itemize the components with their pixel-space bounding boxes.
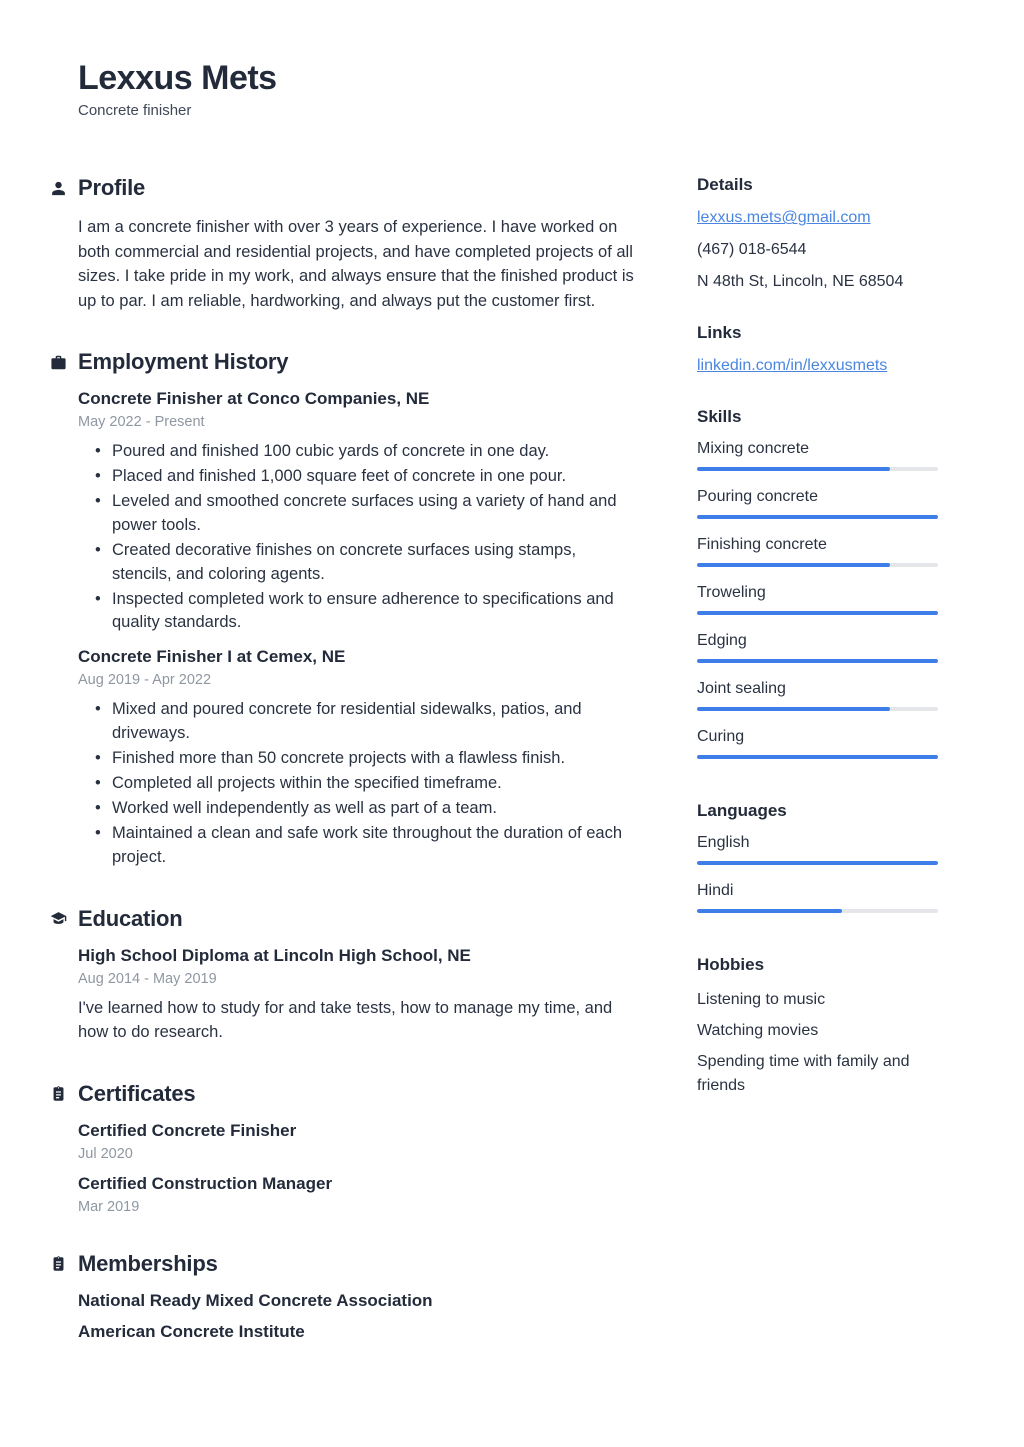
section-skills	[697, 407, 938, 759]
skill-bar	[697, 659, 938, 663]
person-icon	[50, 180, 67, 197]
education-text: I've learned how to study for and take tests, how to manage my time, and how to do research.	[78, 998, 613, 1042]
section-profile	[78, 175, 637, 313]
skill-row	[697, 632, 938, 663]
skill-name: Finishing concrete	[697, 535, 827, 553]
job-bullet: • Created decorative finishes on concrete surfaces using stamps, stencils, and coloring agents.	[78, 539, 637, 587]
resume-header	[78, 60, 938, 119]
section-hobbies	[697, 955, 938, 1098]
job-bullet: • Placed and finished 1,000 square feet of concrete in one pour.	[78, 465, 637, 489]
clipboard-icon	[50, 1085, 67, 1102]
job-title: Concrete Finisher at Conco Companies, NE	[78, 389, 430, 409]
language-row	[697, 834, 938, 865]
sidebar-column	[697, 175, 938, 1341]
job-bullet-list	[78, 440, 637, 635]
skill-bar	[697, 563, 938, 567]
skill-name: Edging	[697, 631, 747, 649]
education-heading: Education	[78, 905, 183, 931]
job-bullet: • Finished more than 50 concrete projects with a flawless finish.	[78, 747, 637, 771]
hobby-item: Spending time with family and friends	[697, 1052, 910, 1094]
hobbies-heading: Hobbies	[697, 954, 765, 974]
education-entry	[78, 946, 637, 1045]
language-row	[697, 882, 938, 913]
job-dates: Aug 2019 - Apr 2022	[78, 672, 212, 689]
skill-bar	[697, 611, 938, 615]
section-memberships	[78, 1251, 637, 1342]
skill-bar	[697, 515, 938, 519]
skill-bar	[697, 707, 938, 711]
briefcase-icon	[50, 354, 67, 371]
linkedin-link[interactable]: linkedin.com/in/lexxusmets	[697, 356, 888, 374]
skill-row	[697, 488, 938, 519]
certificate-entry	[78, 1174, 637, 1215]
job-entry	[78, 647, 637, 869]
section-certificates	[78, 1081, 637, 1215]
skill-row	[697, 440, 938, 471]
job-entry	[78, 389, 637, 635]
job-title: Concrete Finisher I at Cemex, NE	[78, 647, 346, 667]
job-bullet: • Mixed and poured concrete for residential sidewalks, patios, and driveways.	[78, 698, 637, 746]
profile-text: I am a concrete finisher with over 3 years of experience. I have worked on both commercial and residential projects, and have completed projects of all sizes. I take pride in my work, and always ensure that the finished product is up to par. I am reliable, hardworking, and always put the customer first.	[78, 218, 634, 310]
section-education	[78, 906, 637, 1045]
hobby-item: Listening to music	[697, 990, 826, 1008]
job-bullet: • Maintained a clean and safe work site throughout the duration of each project.	[78, 822, 637, 870]
section-languages	[697, 801, 938, 913]
skill-bar	[697, 467, 938, 471]
links-heading: Links	[697, 322, 742, 342]
section-links	[697, 323, 938, 377]
hobby-item: Watching movies	[697, 1021, 819, 1039]
section-details	[697, 175, 938, 292]
certificates-heading: Certificates	[78, 1080, 196, 1106]
certificate-entry	[78, 1121, 637, 1162]
phone-number: (467) 018-6544	[697, 241, 807, 259]
education-title: High School Diploma at Lincoln High School, NE	[78, 945, 471, 965]
job-bullet: • Worked well independently as well as part of a team.	[78, 797, 637, 821]
skill-row	[697, 728, 938, 759]
certificate-dates: Mar 2019	[78, 1198, 140, 1215]
membership-item: National Ready Mixed Concrete Association	[78, 1290, 433, 1310]
graduation-cap-icon	[50, 910, 67, 927]
membership-item: American Concrete Institute	[78, 1321, 305, 1341]
address: N 48th St, Lincoln, NE 68504	[697, 272, 904, 290]
skills-heading: Skills	[697, 406, 742, 426]
job-bullet: • Inspected completed work to ensure adherence to specifications and quality standards.	[78, 588, 637, 636]
skill-name: Mixing concrete	[697, 439, 810, 457]
skill-name: Joint sealing	[697, 679, 786, 697]
certificate-title: Certified Construction Manager	[78, 1173, 333, 1193]
certificate-dates: Jul 2020	[78, 1145, 133, 1162]
person-name: Lexxus Mets	[78, 59, 277, 97]
language-bar	[697, 909, 938, 913]
person-job-title: Concrete finisher	[78, 102, 192, 120]
memberships-heading: Memberships	[78, 1250, 218, 1276]
profile-heading: Profile	[78, 175, 146, 201]
skill-row	[697, 680, 938, 711]
skill-row	[697, 584, 938, 615]
skill-row	[697, 536, 938, 567]
skill-bar	[697, 755, 938, 759]
email-link[interactable]: lexxus.mets@gmail.com	[697, 209, 871, 227]
languages-heading: Languages	[697, 800, 787, 820]
language-name: Hindi	[697, 881, 734, 899]
employment-heading: Employment History	[78, 349, 289, 375]
language-bar	[697, 861, 938, 865]
job-bullet: • Poured and finished 100 cubic yards of concrete in one day.	[78, 440, 637, 464]
language-name: English	[697, 833, 750, 851]
skill-name: Troweling	[697, 583, 766, 601]
job-dates: May 2022 - Present	[78, 414, 205, 431]
skill-name: Pouring concrete	[697, 487, 818, 505]
skill-name: Curing	[697, 727, 745, 745]
job-bullet: • Completed all projects within the specified timeframe.	[78, 772, 637, 796]
clipboard-icon	[50, 1255, 67, 1272]
certificate-title: Certified Concrete Finisher	[78, 1120, 297, 1140]
details-heading: Details	[697, 175, 753, 195]
education-dates: Aug 2014 - May 2019	[78, 970, 217, 987]
section-employment-history	[78, 349, 637, 870]
job-bullet-list	[78, 698, 637, 869]
main-column	[78, 175, 637, 1341]
job-bullet: • Leveled and smoothed concrete surfaces using a variety of hand and power tools.	[78, 490, 637, 538]
